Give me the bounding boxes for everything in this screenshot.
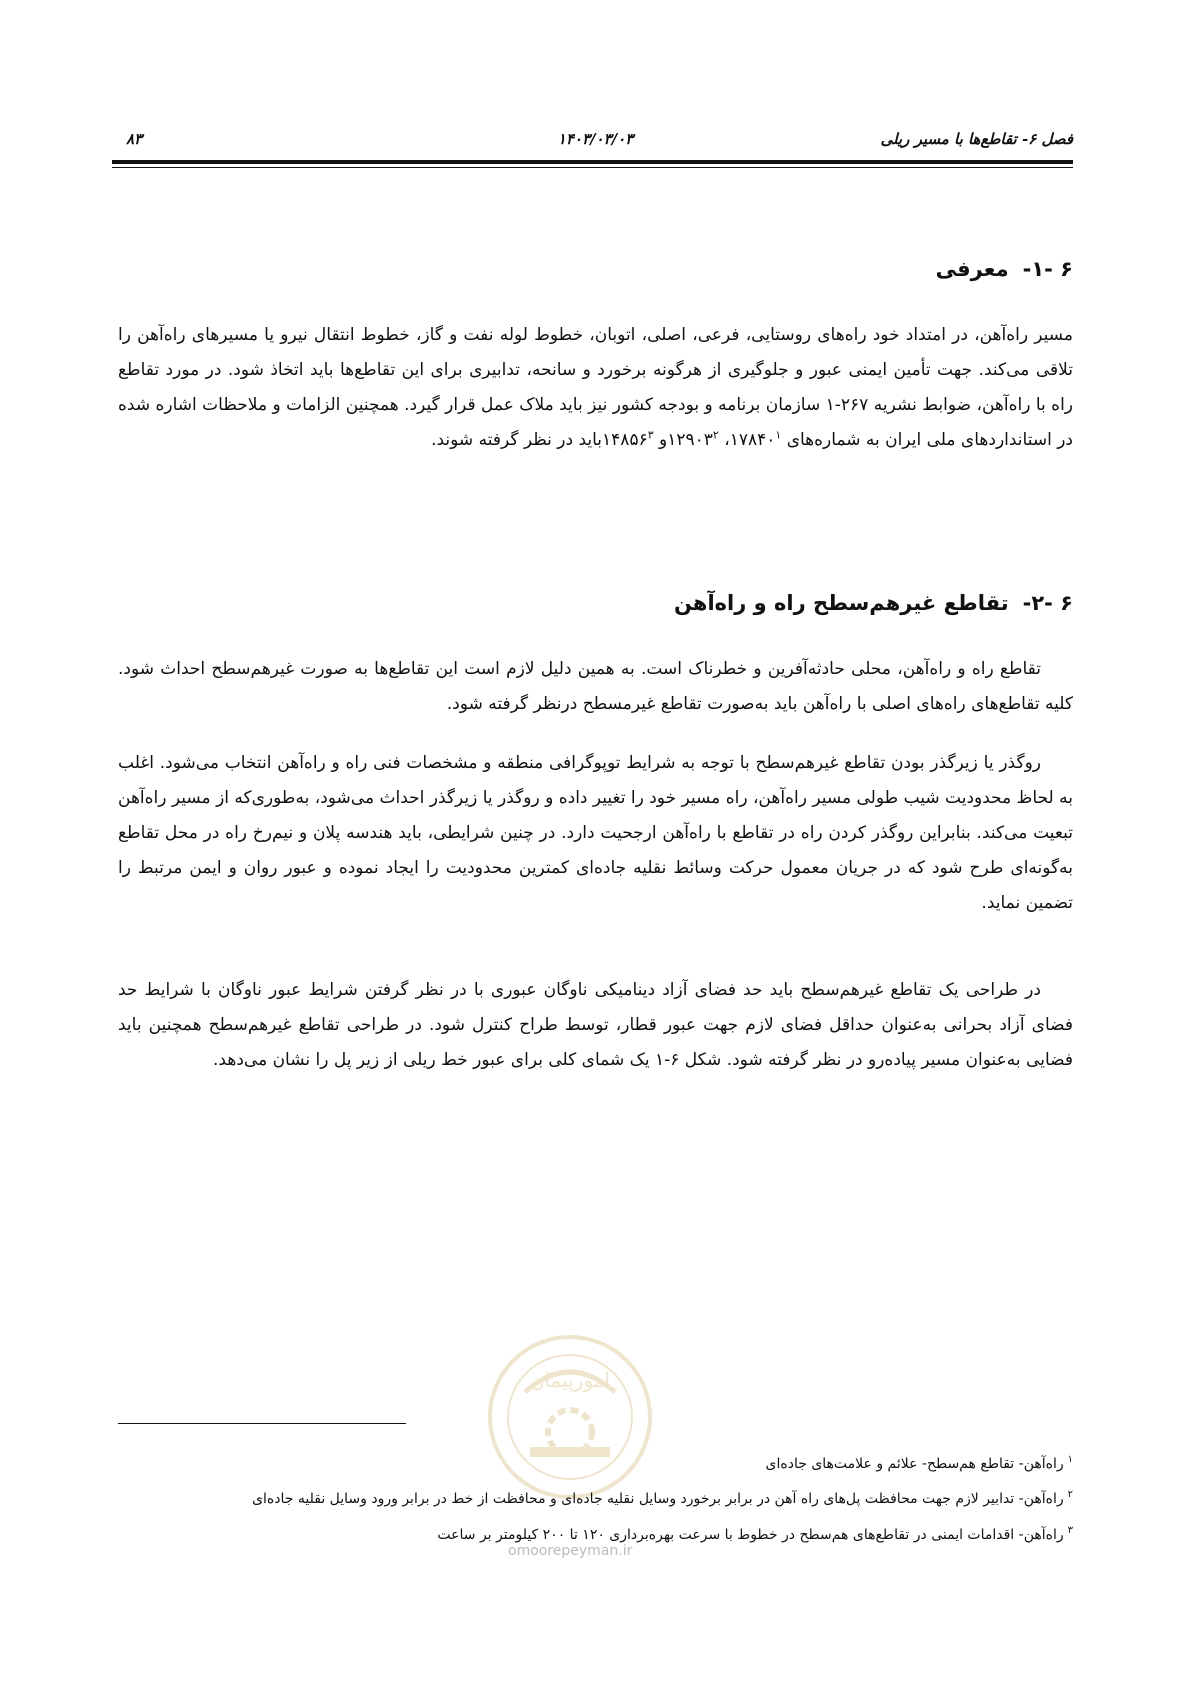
footnote-ref: ۱ xyxy=(775,428,782,442)
section-heading-grade-separated xyxy=(674,591,1073,615)
body-paragraph: روگذر یا زیرگذر بودن تقاطع غیرهم‌سطح با توجه به شرایط توپوگرافی منطقه و مشخصات فنی راه و راه‌آهن انتخاب می‌شود. اغلب به لحاظ محدودیت شیب طولی مسیر راه‌آهن، راه مسیر خود را تغییر داده و روگذر یا زیرگذر احداث می‌شود، به‌طوری‌که از مسیر راه‌آهن تبعیت می‌کند. بنابراین روگذر کردن راه در تقاطع با راه‌آهن ارجحیت دارد. در چنین شرایطی، باید هندسه پلان و نیم‌رخ راه در محل تقاطع به‌گونه‌ای طرح شود که در جریان معمول حرکت وسائط نقلیه جاده‌ای کمترین محدودیت را ایجاد نموده و عبور روان و ایمن مرتبط را تضمین نماید. xyxy=(118,753,1073,913)
section-number: ۶ -۲- xyxy=(1022,591,1073,615)
header-date: ۱۴۰۳/۰۳/۰۳ xyxy=(557,130,634,148)
footnote-marker: ۱ xyxy=(1067,1454,1073,1466)
footnote-ref: ۲ xyxy=(712,428,719,442)
chapter-title: فصل ۶- تقاطع‌ها با مسیر ریلی xyxy=(880,130,1073,148)
footnote-ref: ۳ xyxy=(647,428,654,442)
watermark-logo xyxy=(485,1332,655,1502)
section-number: ۶ -۱- xyxy=(1022,257,1073,281)
section-title: تقاطع غیرهم‌سطح راه و راه‌آهن xyxy=(674,591,1009,615)
body-paragraph: تقاطع راه و راه‌آهن، محلی حادثه‌آفرین و خطرناک است. به همین دلیل لازم است این تقاطع‌ها به صورت غیرهم‌سطح احداث شود. کلیه تقاطع‌های راه‌های اصلی با راه‌آهن باید به‌صورت تقاطع غیرمسطح درنظر گرفته شود. xyxy=(118,659,1073,714)
footnote-marker: ۲ xyxy=(1067,1489,1073,1501)
header-rule-thick xyxy=(112,160,1073,164)
footnote-text: راه‌آهن- تدابیر لازم جهت محافظت پل‌های راه آهن در برابر برخورد وسایل نقلیه جاده‌ای و محافظت از خط در برابر ورود وسایل نقلیه جاده‌ای xyxy=(252,1491,1064,1507)
footnote-separator xyxy=(118,1423,406,1424)
footnote-text: راه‌آهن- اقدامات ایمنی در تقاطع‌های هم‌سطح در خطوط با سرعت بهره‌برداری ۱۲۰ تا ۲۰۰ کیلومتر بر ساعت xyxy=(437,1527,1064,1543)
watermark-url: omoorepeyman.ir xyxy=(508,1543,633,1559)
page-header xyxy=(118,130,1073,154)
header-rule-thin xyxy=(112,167,1073,168)
page-number: ۸۳ xyxy=(126,130,143,148)
body-paragraph: در طراحی یک تقاطع غیرهم‌سطح باید حد فضای آزاد دینامیکی ناوگان عبوری با در نظر گرفتن شرایط عبور ناوگان با شرایط حد فضای آزاد بحرانی به‌عنوان حداقل فضای لازم جهت عبور قطار، توسط طراح کنترل شود. در طراحی تقاطع غیرهم‌سطح همچنین باید فضایی به‌عنوان مسیر پیاده‌رو در نظر گرفته شود. شکل ۶-۱ یک شمای کلی برای عبور خط ریلی از زیر پل را نشان می‌دهد. xyxy=(118,980,1073,1070)
footnote-item xyxy=(766,1456,1073,1472)
section-title: معرفی xyxy=(935,257,1009,281)
footnote-marker: ۳ xyxy=(1067,1525,1073,1537)
footnote-item xyxy=(252,1491,1073,1507)
intro-paragraph: مسیر راه‌آهن، در امتداد خود راه‌های روستایی، فرعی، اصلی، اتوبان، خطوط لوله نفت و گاز، خطوط انتقال نیرو یا مسیرهای راه‌آهن را تلاقی می‌کند. جهت تأمین ایمنی عبور و جلوگیری از هرگونه برخورد و سانحه، تدابیری برای این تقاطع‌ها باید اتخاذ شود. در مورد تقاطع راه با راه‌آهن، ضوابط نشریه ۲۶۷-۱ سازمان برنامه و بودجه کشور نیز باید ملاک عمل قرار گیرد. همچنین الزامات و ملاحظات اشاره شده در استانداردهای ملی ایران به شماره‌های ۱۷۸۴۰$^۱$، ۱۲۹۰۳$^۲$و ۱۴۸۵۶$^۳$باید در نظر گرفته شوند. xyxy=(118,325,1074,450)
footnote-item xyxy=(437,1527,1073,1543)
footnote-text: راه‌آهن- تقاطع هم‌سطح- علائم و علامت‌های جاده‌ای xyxy=(765,1456,1064,1472)
section-heading-intro xyxy=(936,257,1073,281)
svg-text:امورپیمان: امورپیمان xyxy=(529,1368,611,1392)
